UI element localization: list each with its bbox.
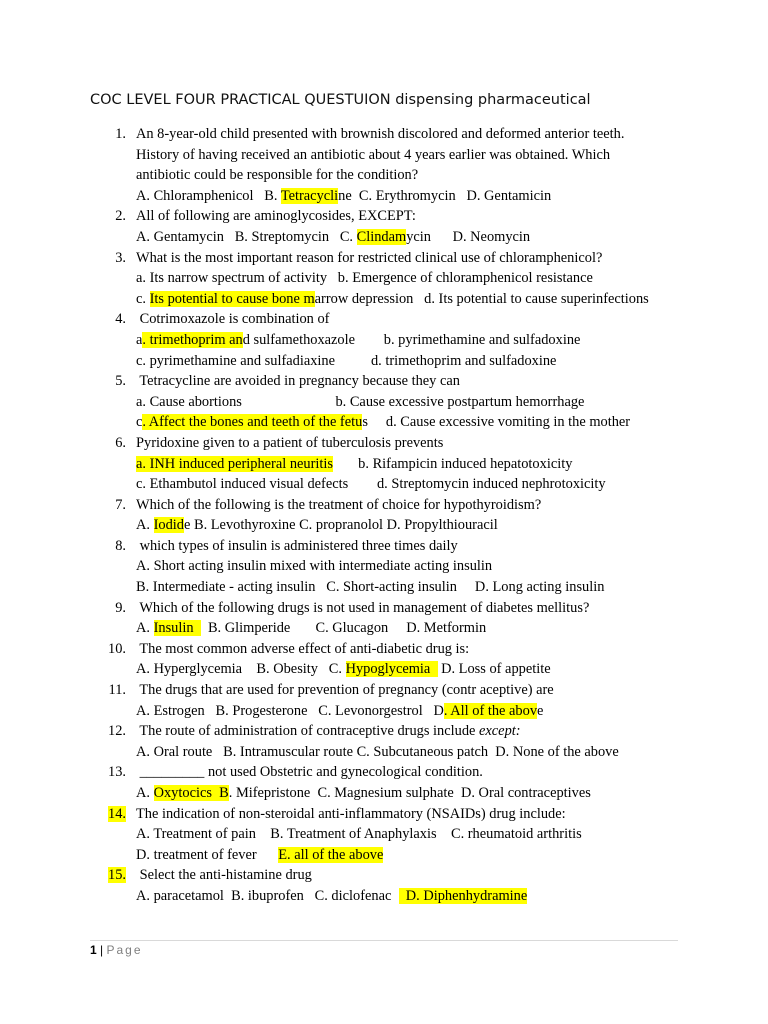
text-segment: Select the anti-histamine drug: [136, 867, 312, 884]
option-line: [90, 392, 690, 413]
option-line: [90, 742, 690, 763]
text-segment: B. Glimperide C. Glucagon D. Metformin: [200, 620, 487, 637]
option-line: [90, 227, 690, 248]
text-segment: The drugs that are used for prevention of pregnancy (contr aceptive) are: [136, 682, 554, 699]
text-segment: d sulfamethoxazole b. pyrimethamine and sulfadoxine: [242, 331, 581, 348]
line-text: [136, 330, 580, 351]
line-text: [136, 515, 498, 536]
text-segment: A. Short acting insulin mixed with intermediate acting insulin: [136, 558, 493, 575]
text-segment: A. Hyperglycemia B. Obesity C.: [136, 661, 346, 678]
text-segment: c: [136, 414, 143, 431]
option-line: [90, 577, 690, 598]
question-number: 7.: [115, 496, 126, 513]
option-line: [90, 268, 690, 289]
text-segment: Which of the following is the treatment of choice for hypothyroidism?: [136, 496, 542, 513]
question-line: [90, 680, 690, 701]
text-segment: A. Oral route B. Intramuscular route C. Subcutaneous patch D. None of the above: [136, 743, 619, 760]
question-number: 10.: [108, 640, 126, 657]
highlighted-answer: Insulin: [153, 620, 201, 637]
line-text: [136, 124, 624, 145]
question-number: 14.: [108, 805, 126, 822]
option-line: [90, 186, 690, 207]
line-text: [136, 577, 604, 598]
question-line: [90, 433, 690, 454]
line-text: [136, 659, 551, 680]
highlighted-answer: a. INH induced peripheral neuritis: [136, 455, 333, 472]
highlighted-answer: D. Diphenhydramine: [398, 887, 528, 904]
text-segment: B. Intermediate - acting insulin C. Short-acting insulin D. Long acting insulin: [136, 579, 605, 596]
page-footer: [90, 943, 143, 957]
highlighted-answer: E. all of the above: [278, 846, 384, 863]
question-line: [90, 762, 690, 783]
question-number: 2.: [115, 208, 126, 225]
question-line: [90, 804, 690, 825]
document-title: COC LEVEL FOUR PRACTICAL QUESTUION dispensing pharmaceutical: [90, 92, 591, 108]
question-line: [90, 865, 690, 886]
line-text: [136, 412, 630, 433]
text-segment: e: [537, 702, 544, 719]
question-number: 3.: [115, 249, 126, 266]
option-line: [90, 701, 690, 722]
option-line: [90, 289, 690, 310]
line-text: [136, 536, 458, 557]
line-text: [136, 351, 556, 372]
text-segment: The most common adverse effect of anti-diabetic drug is:: [136, 640, 470, 657]
text-segment: History of having received an antibiotic about 4 years earlier was obtained. Which: [136, 146, 611, 163]
line-text: [136, 680, 554, 701]
option-line: [90, 351, 690, 372]
option-line: [90, 412, 690, 433]
line-text: [136, 886, 527, 907]
text-segment: a. Cause abortions b. Cause excessive postpartum hemorrhage: [136, 393, 585, 410]
line-text: [136, 165, 418, 186]
highlighted-answer: Oxytocics B: [153, 785, 229, 801]
text-segment: Pyridoxine given to a patient of tuberculosis prevents: [136, 434, 444, 451]
text-segment: except:: [479, 723, 521, 740]
text-segment: D. Loss of appetite: [437, 661, 551, 678]
line-text: [136, 289, 649, 310]
text-segment: c. Ethambutol induced visual defects d. Streptomycin induced nephrotoxicity: [136, 476, 606, 493]
option-line: [90, 556, 690, 577]
line-text: [136, 804, 566, 825]
highlighted-answer: Hypoglycemia: [345, 661, 438, 678]
line-text: [136, 783, 591, 804]
text-segment: _________ not used Obstetric and gynecological condition.: [136, 764, 483, 781]
question-line: [90, 124, 690, 145]
footer-rule: [90, 940, 678, 941]
text-segment: which types of insulin is administered three times daily: [136, 537, 458, 554]
question-line: [90, 536, 690, 557]
line-text: [136, 392, 584, 413]
text-segment: A. Estrogen B. Progesterone C. Levonorgestrol D: [136, 702, 444, 719]
question-number: 15.: [108, 867, 126, 884]
question-list: [90, 124, 690, 907]
question-number: 11.: [108, 682, 126, 699]
line-text: [136, 206, 416, 227]
line-text: [136, 454, 572, 475]
page-number: 1: [90, 943, 97, 957]
question-number: 5.: [115, 373, 126, 390]
question-number: 12.: [108, 723, 126, 740]
text-segment: e B. Levothyroxine C. propranolol D. Propylthiouracil: [183, 517, 498, 534]
option-line: [90, 165, 690, 186]
text-segment: A.: [136, 620, 154, 637]
line-text: [136, 268, 593, 289]
text-segment: A.: [136, 785, 154, 801]
question-line: [90, 598, 690, 619]
text-segment: The route of administration of contraceptive drugs include: [136, 723, 480, 740]
option-line: [90, 474, 690, 495]
question-line: [90, 495, 690, 516]
line-text: [136, 865, 312, 886]
line-text: [136, 474, 606, 495]
question-number: 1.: [115, 126, 126, 142]
text-segment: A. paracetamol B. ibuprofen C. diclofenac: [136, 887, 399, 904]
line-text: [136, 371, 460, 392]
text-segment: A. Treatment of pain B. Treatment of Anaphylaxis C. rheumatoid arthritis: [136, 826, 582, 843]
option-line: [90, 515, 690, 536]
text-segment: c.: [136, 290, 150, 307]
option-line: [90, 783, 690, 804]
text-segment: A. Gentamycin B. Streptomycin C.: [136, 228, 357, 245]
highlighted-answer: Tetracycli: [280, 187, 339, 204]
highlighted-answer: . trimethoprim an: [142, 331, 243, 348]
highlighted-answer: Its potential to cause bone m: [149, 290, 315, 307]
text-segment: ne C. Erythromycin D. Gentamicin: [338, 187, 552, 204]
text-segment: The indication of non-steroidal anti-inflammatory (NSAIDs) drug include:: [136, 805, 566, 822]
text-segment: b. Rifampicin induced hepatotoxicity: [333, 455, 573, 472]
page-label: Page: [106, 943, 143, 957]
line-text: [136, 186, 551, 207]
line-text: [136, 721, 521, 742]
line-text: [136, 845, 383, 866]
line-text: [136, 762, 483, 783]
text-segment: All of following are aminoglycosides, EXCEPT:: [136, 208, 416, 225]
question-line: [90, 721, 690, 742]
option-line: [90, 886, 690, 907]
text-segment: A. Chloramphenicol B.: [136, 187, 281, 204]
line-text: [136, 598, 589, 619]
question-number: 8.: [115, 537, 126, 554]
question-line: [90, 206, 690, 227]
text-segment: D. treatment of fever: [136, 846, 279, 863]
question-line: [90, 639, 690, 660]
text-segment: a: [136, 331, 143, 348]
text-segment: . Mifepristone C. Magnesium sulphate D. Oral contraceptives: [228, 785, 591, 801]
question-line: [90, 248, 690, 269]
option-line: [90, 618, 690, 639]
line-text: [136, 433, 443, 454]
option-line: [90, 659, 690, 680]
line-text: [136, 309, 329, 330]
text-segment: Cotrimoxazole is combination of: [136, 311, 330, 328]
question-number: 4.: [115, 311, 126, 328]
text-segment: c. pyrimethamine and sulfadiaxine d. trimethoprim and sulfadoxine: [136, 352, 557, 369]
line-text: [136, 742, 619, 763]
question-number: 13.: [108, 764, 126, 781]
line-text: [136, 618, 486, 639]
text-segment: What is the most important reason for restricted clinical use of chloramphenicol?: [136, 249, 603, 266]
line-text: [136, 145, 610, 166]
text-segment: Which of the following drugs is not used in management of diabetes mellitus?: [136, 599, 590, 616]
text-segment: arrow depression d. Its potential to cause superinfections: [314, 290, 649, 307]
line-text: [136, 248, 602, 269]
text-segment: a. Its narrow spectrum of activity b. Emergence of chloramphenicol resistance: [136, 270, 593, 287]
line-text: [136, 495, 541, 516]
line-text: [136, 824, 582, 845]
option-line: [90, 454, 690, 475]
highlighted-answer: Iodid: [153, 517, 184, 534]
text-segment: An 8-year-old child presented with brownish discolored and deformed anterior teeth.: [136, 126, 625, 142]
option-line: [90, 845, 690, 866]
question-number: 6.: [115, 434, 126, 451]
highlighted-answer: . All of the abov: [443, 702, 538, 719]
text-segment: s d. Cause excessive vomiting in the mother: [362, 414, 631, 431]
footer-separator: |: [96, 943, 107, 957]
line-text: [136, 639, 469, 660]
option-line: [90, 824, 690, 845]
line-text: [136, 556, 492, 577]
text-segment: antibiotic could be responsible for the condition?: [136, 167, 419, 184]
text-segment: A.: [136, 517, 154, 534]
question-number: 9.: [115, 599, 126, 616]
text-segment: ycin D. Neomycin: [406, 228, 531, 245]
highlighted-answer: Clindam: [356, 228, 407, 245]
question-line: [90, 371, 690, 392]
line-text: [136, 701, 543, 722]
question-line: [90, 309, 690, 330]
highlighted-answer: . Affect the bones and teeth of the fetu: [142, 414, 363, 431]
option-line: [90, 330, 690, 351]
option-line: [90, 145, 690, 166]
text-segment: Tetracycline are avoided in pregnancy because they can: [136, 373, 460, 390]
line-text: [136, 227, 530, 248]
